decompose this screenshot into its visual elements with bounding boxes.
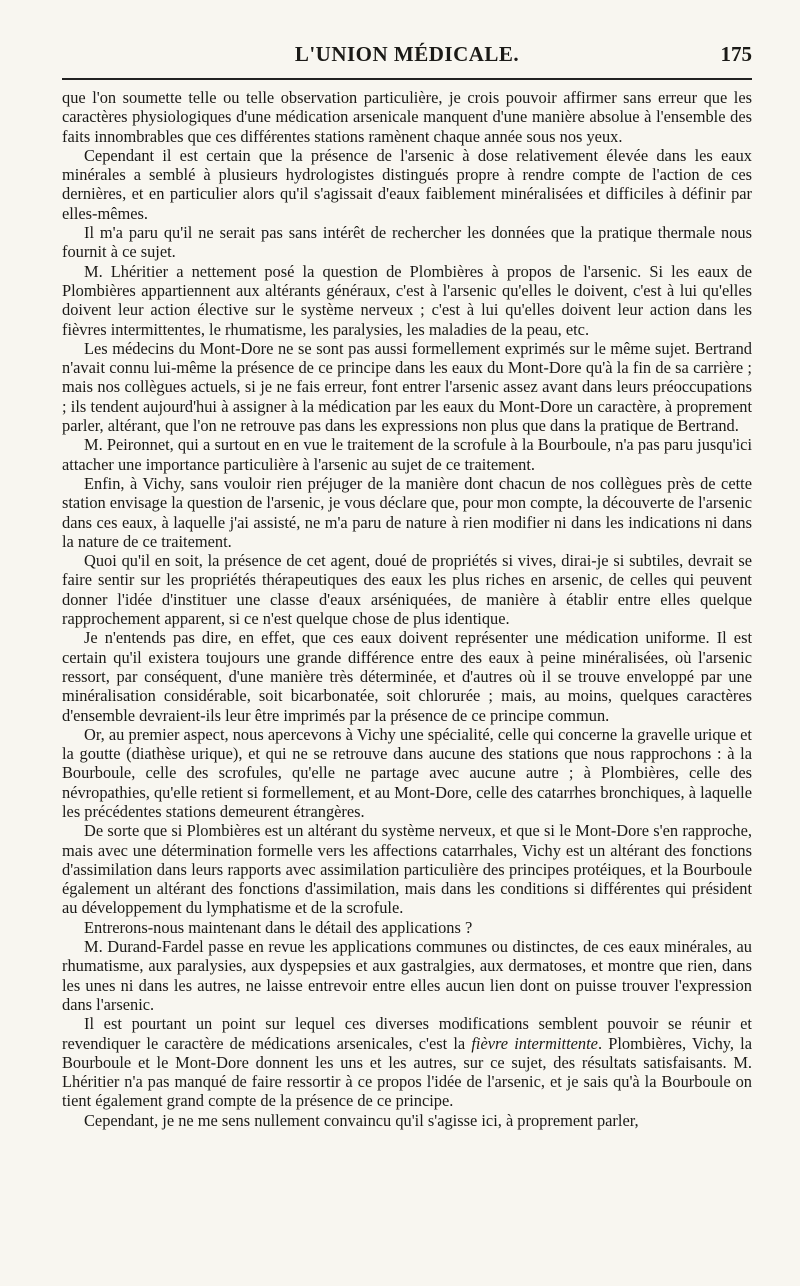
- paragraph: M. Peironnet, qui a surtout en en vue le traitement de la scrofule à la Bourboule, n'a pas paru jusqu'ici attacher une importance particulière à l'arsenic au sujet de ce traitement.: [62, 435, 752, 474]
- paragraph: Enfin, à Vichy, sans vouloir rien préjuger de la manière dont chacun de nos collègues près de cette station envisage la question de l'arsenic, je vous déclare que, pour mon compte, la découverte de l'arsenic dans ces eaux, à laquelle j'ai assisté, ne m'a paru de nature à rien modifier ni dans les indications ni dans la nature de ce traitement.: [62, 473, 752, 551]
- paragraph: Il m'a paru qu'il ne serait pas sans intérêt de rechercher les données que la pratique thermale nous fournit à ce sujet.: [62, 223, 752, 262]
- page-number: 175: [720, 42, 752, 66]
- paragraph-start: Il est pourtant un point sur lequel ces diverses modifications semblent pouvoir se réunir et revendiquer le caractère de médications arsenicales, c'est la: [62, 1014, 752, 1053]
- article-body: [62, 88, 752, 1130]
- paragraph: Je n'entends pas dire, en effet, que ces eaux doivent représenter une médication uniforme. Il est certain qu'il existera toujours une grande différence entre des eaux à peine minéralisées, où l'arsenic ressort, par conséquent, d'une manière très déterminée, et d'autres où il se trouve enveloppé par une minéralisation considérable, soit bicarbonatée, soit chlorurée ; mais, au moins, quelques caractères d'ensemble devraient-ils leur être imprimés par la présence de ce principe commun.: [62, 628, 752, 725]
- italic-term: fièvre intermittente: [471, 1033, 598, 1053]
- paragraph: Entrerons-nous maintenant dans le détail des applications ?: [84, 917, 473, 937]
- paragraph: De sorte que si Plombières est un altérant du système nerveux, et que si le Mont-Dore s'en rapproche, mais avec une détermination formelle vers les affections catarrhales, Vichy est un altérant des fonctions d'assimilation dans leurs rapports avec assimilation particulière des principes protéiques, et la Bourboule également un altérant des fonctions d'assimilation, mais dans les conditions si différentes qui président au développement du lymphatisme et de la scrofule.: [62, 821, 752, 918]
- paragraph: Cependant, je ne me sens nullement convaincu qu'il s'agisse ici, à proprement parler,: [84, 1110, 639, 1130]
- paragraph: que l'on soumette telle ou telle observation particulière, je crois pouvoir affirmer sans erreur que les caractères physiologiques d'une médication arsenicale manquent d'une manière absolue à l'ensemble des faits innombrables que ces différentes stations ramènent chaque année sous nos yeux.: [62, 88, 752, 146]
- paragraph-end: . Plombières, Vichy, la Bourboule et le Mont-Dore donnent les uns et les autres, sur ce sujet, des résultats satisfaisants. M. Lhéritier n'a pas manqué de faire ressortir à ce propos l'idée de l'arsenic, et je sais qu'à la Bourboule on tient également grand compte de la présence de ce principe.: [62, 1033, 752, 1111]
- paragraph: Or, au premier aspect, nous apercevons à Vichy une spécialité, celle qui concerne la gravelle urique et la goutte (diathèse urique), et qui ne se retrouve dans aucune des stations que nous rapprochons : à la Bourboule, celle des scrofules, qu'elle ne partage avec aucune autre ; à Plombières, celle des névropathies, qu'elle retient si formellement, et au Mont-Dore, celle des catarrhes bronchiques, à laquelle les précédentes stations demeurent étrangères.: [62, 724, 752, 821]
- paragraph: M. Lhéritier a nettement posé la question de Plombières à propos de l'arsenic. Si les eaux de Plombières appartiennent aux altérants généraux, c'est à l'arsenic qu'elles le doivent, c'est à lui qu'elles doivent leur action élective sur le système nerveux ; c'est à lui qu'elles doivent leur action dans les fièvres intermittentes, le rhumatisme, les paralysies, les maladies de la peau, etc.: [62, 261, 752, 339]
- paragraph: M. Durand-Fardel passe en revue les applications communes ou distinctes, de ces eaux minérales, au rhumatisme, aux paralysies, aux dyspepsies et aux gastralgies, aux dermatoses, et montre que rien, dans les unes ni dans les autres, ne laisse entrevoir entre elles aucun lien dont on puisse trouver l'expression dans l'arsenic.: [62, 937, 752, 1014]
- running-header: [62, 42, 752, 72]
- paragraph: Quoi qu'il en soit, la présence de cet agent, doué de propriétés si vives, dirai-je si subtiles, devrait se faire sentir sur les propriétés thérapeutiques des eaux les plus riches en arsenic, de celles qui peuvent donner l'idée d'instituer une classe d'eaux arséniquées, de manière à établir entre elles quelque rapprochement apparent, si ce n'est quelque chose de plus identique.: [62, 551, 752, 629]
- journal-title: L'UNION MÉDICALE.: [294, 42, 520, 66]
- paragraph: Les médecins du Mont-Dore ne se sont pas aussi formellement exprimés sur le même sujet. Bertrand n'avait connu lui-même la présence de ce principe dans les eaux du Mont-Dore qu'à la fin de sa carrière ; mais nos collègues actuels, si je ne fais erreur, font entrer l'arsenic assez avant dans leurs préoccupations ; ils tendent aujourd'hui à assigner à la médication par les eaux du Mont-Dore un caractère, à proprement parler, altérant, que l'on ne retrouve pas dans les expressions non plus que dans la pratique de Bertrand.: [62, 338, 752, 436]
- header-rule: [62, 78, 752, 80]
- paragraph-fievre: [62, 1014, 752, 1110]
- paragraph: Cependant il est certain que la présence de l'arsenic à dose relativement élevée dans les eaux minérales a semblé à plusieurs hydrologistes distingués propre à rendre compte de l'action de ces dernières, et en particulier alors qu'il s'agissait d'eaux faiblement minéralisées et difficiles à définir par elles-mêmes.: [62, 145, 752, 223]
